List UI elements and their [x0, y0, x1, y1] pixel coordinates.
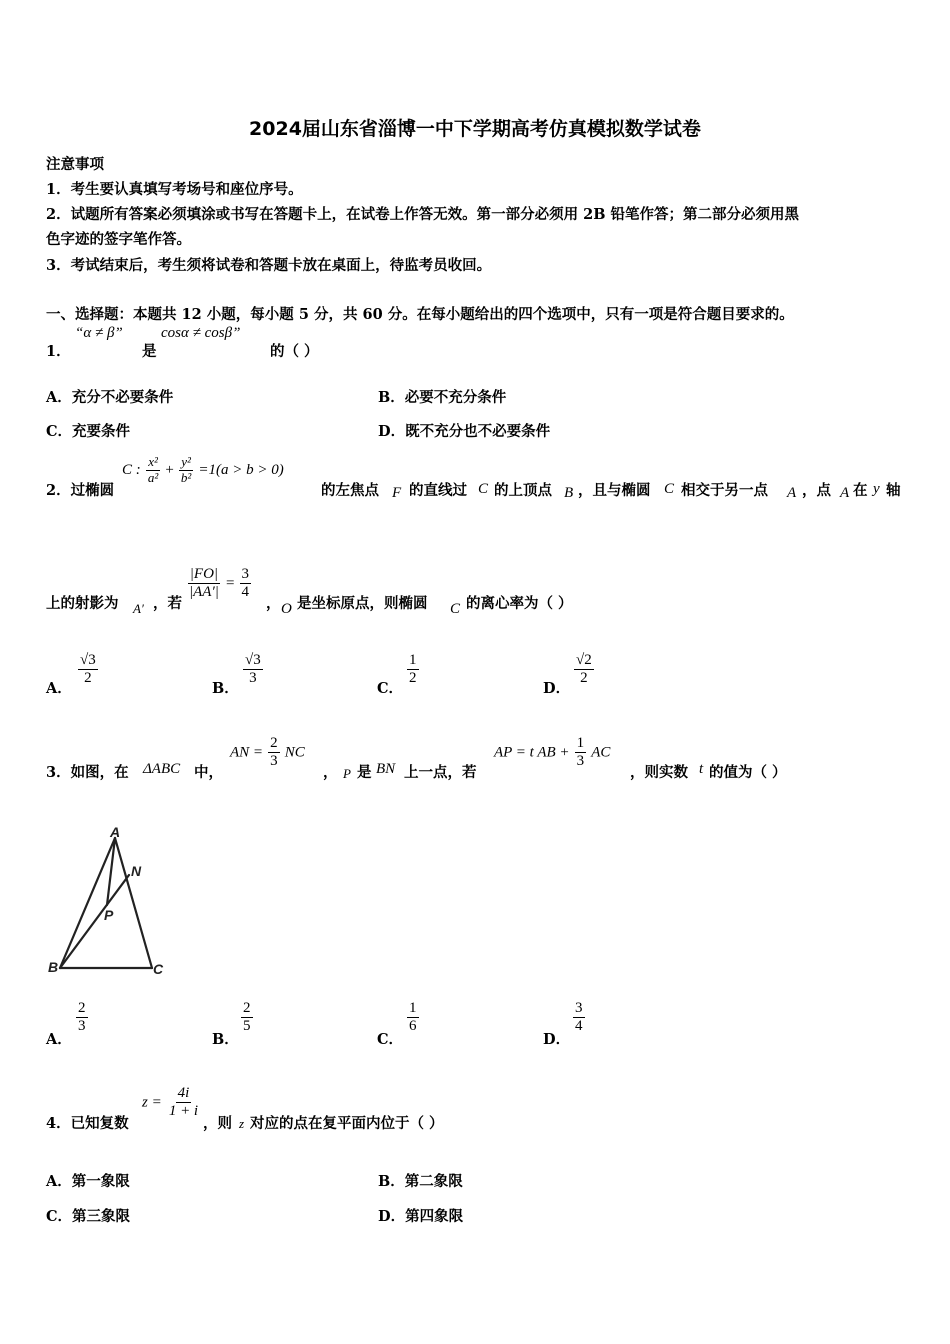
q3-option-a-value[interactable]	[76, 1000, 88, 1036]
q1-number: 1．	[46, 343, 71, 360]
q3-option-b-value[interactable]	[241, 1000, 253, 1036]
q2-option-d-value[interactable]	[574, 652, 594, 688]
q3-ap-eq	[494, 735, 610, 771]
q3-opt-c-den: 6	[409, 1018, 417, 1035]
q2-t4: ，且与椭圆	[578, 482, 651, 499]
q2-fo: |FO|	[188, 566, 220, 584]
q1-option-d[interactable]: D．既不充分也不必要条件	[378, 423, 551, 440]
q2-C3: C	[450, 601, 461, 617]
q2-Aprime: A′	[133, 601, 144, 616]
q3-opt-a-den: 3	[78, 1018, 86, 1035]
q2-x2: x²	[148, 454, 158, 469]
q2-opt-a-den: 2	[84, 670, 92, 687]
q2-opt-c-den: 2	[409, 670, 417, 687]
q2-frac-34	[240, 566, 252, 602]
q2-option-a-label[interactable]: A．	[46, 680, 72, 697]
q3-an: AN =	[230, 744, 264, 761]
q2-r-den: 4	[241, 584, 250, 601]
q3-t3: 上一点，若	[404, 764, 477, 781]
q2-opt-d-den: 2	[580, 670, 588, 687]
notice-item-2-cont: 色字迹的签字笔作答。	[46, 231, 191, 248]
q2-t2: 的直线过	[409, 482, 467, 499]
q3-BN: BN	[376, 761, 396, 777]
q3-opt-d-den: 4	[575, 1018, 583, 1035]
q3-edge-ac	[115, 838, 152, 968]
q2-line2-pre: 上的射影为	[46, 595, 119, 612]
q4-z-eq	[142, 1085, 200, 1121]
notice-item-1: 1．考生要认真填写考场号和座位序号。	[46, 181, 303, 198]
q3-fig-label-c: C	[153, 961, 164, 977]
q2-opt-a-num: √3	[78, 652, 98, 670]
q3-triangle-figure	[40, 820, 180, 985]
q3-comma: ，	[323, 764, 338, 781]
q2-option-b-label[interactable]: B．	[212, 680, 239, 697]
q4-f-den: 1 + i	[168, 1103, 199, 1120]
q2-C2: C	[664, 481, 675, 497]
q3-tvar: t	[699, 761, 704, 777]
q2-C1: C	[478, 481, 489, 497]
q2-frac-fo	[187, 566, 221, 602]
q3-fig-label-n: N	[131, 863, 142, 879]
q3-f1-den: 3	[270, 753, 278, 770]
q3-f2-den: 3	[576, 753, 585, 770]
q3-triangle: ΔABC	[143, 761, 181, 777]
q3-t4: ，则实数	[630, 764, 688, 781]
q2-comma: ，	[266, 595, 281, 612]
q2-y: y	[873, 481, 880, 497]
q4-option-b[interactable]: B．第二象限	[378, 1173, 463, 1190]
q2-t1: 的左焦点	[321, 482, 379, 499]
q2-option-d-label[interactable]: D．	[543, 680, 571, 697]
q2-frac-x	[146, 455, 160, 486]
q2-t7: 在	[853, 482, 868, 499]
q3-option-d-label[interactable]: D．	[543, 1031, 571, 1048]
q4-frac	[167, 1085, 200, 1121]
q2-t10: 的离心率为（ ）	[466, 595, 573, 612]
q2-ellipse-eq	[122, 455, 284, 486]
q1-option-a[interactable]: A．充分不必要条件	[46, 389, 174, 406]
q3-option-c-value[interactable]	[407, 1000, 419, 1036]
q2-aa: |AA′|	[189, 584, 219, 601]
q2-ruo: ，若	[153, 595, 182, 612]
q2-O: O	[281, 601, 292, 617]
q2-option-c-value[interactable]	[407, 652, 419, 688]
q3-option-a-label[interactable]: A．	[46, 1031, 72, 1048]
q2-t5: 相交于另一点	[681, 482, 768, 499]
q4-option-d[interactable]: D．第四象限	[378, 1208, 464, 1225]
q3-opt-d-num: 3	[573, 1000, 585, 1018]
q1-cond1: “α ≠ β”	[75, 325, 123, 341]
q2-eq: =1(a > b > 0)	[198, 461, 284, 478]
q2-option-c-label[interactable]: C．	[377, 680, 404, 697]
q4-z: z	[239, 1116, 245, 1131]
q2-F: F	[392, 485, 402, 501]
q2-opt-b-num: √3	[243, 652, 263, 670]
q2-option-b-value[interactable]	[243, 652, 263, 688]
q2-option-a-value[interactable]	[78, 652, 98, 688]
q2-opt-c-num: 1	[407, 652, 419, 670]
q3-frac1	[268, 735, 280, 771]
q3-fig-label-b: B	[48, 959, 59, 975]
q2-t3: 的上顶点	[494, 482, 552, 499]
q2-t9: 是坐标原点，则椭圆	[297, 595, 428, 612]
q2-B: B	[564, 485, 574, 501]
q4-t1: ，则	[203, 1115, 232, 1132]
q2-opt-d-num: √2	[574, 652, 594, 670]
section-heading: 一、选择题：本题共 12 小题，每小题 5 分，共 60 分。在每小题给出的四个选项中，只有一项是符合题目要求的。	[46, 306, 794, 323]
q2-t6: ，点	[802, 482, 831, 499]
q2-ratio	[187, 566, 251, 602]
q3-ap: AP = t AB +	[494, 744, 570, 761]
q3-option-c-label[interactable]: C．	[377, 1031, 404, 1048]
q2-r-num: 3	[240, 566, 252, 584]
q2-A1: A	[787, 485, 797, 501]
q3-option-d-value[interactable]	[573, 1000, 585, 1036]
q2-eq2: =	[225, 575, 235, 592]
page-title: 2024届山东省淄博一中下学期高考仿真模拟数学试卷	[249, 118, 701, 140]
q3-P: P	[343, 766, 351, 781]
q3-fig-label-p: P	[104, 907, 114, 923]
q3-an-eq	[230, 735, 305, 771]
q3-frac2	[575, 735, 587, 771]
q2-c-label: C :	[122, 461, 141, 478]
q3-opt-b-num: 2	[241, 1000, 253, 1018]
q2-opt-b-den: 3	[249, 670, 257, 687]
q1-cond2: cosα ≠ cosβ”	[161, 325, 241, 341]
q2-b2: b²	[180, 469, 192, 485]
notice-item-2: 2．试题所有答案必须填涂或书写在答题卡上，在试卷上作答无效。第一部分必须用 2B 铅笔作答；第二部分必须用黑	[46, 206, 800, 223]
q1-mid: 是	[142, 343, 157, 360]
q2-frac-y	[179, 455, 193, 486]
q3-f1-num: 2	[268, 735, 280, 753]
q2-number: 2．过椭圆	[46, 482, 115, 499]
q1-tail: 的（ ）	[270, 343, 319, 360]
q2-a2: a²	[147, 469, 159, 485]
q3-ac: AC	[591, 744, 611, 761]
q1-option-b[interactable]: B．必要不充分条件	[378, 389, 507, 406]
q4-z-eq-label: z =	[142, 1094, 162, 1111]
notice-heading: 注意事项	[46, 156, 104, 173]
q1-option-c[interactable]: C．充要条件	[46, 423, 131, 440]
q3-fig-label-a: A	[110, 824, 121, 840]
q2-plus: +	[165, 461, 174, 478]
q4-f-num: 4i	[176, 1085, 192, 1103]
q4-number: 4．已知复数	[46, 1115, 129, 1132]
notice-item-3: 3．考试结束后，考生须将试卷和答题卡放在桌面上，待监考员收回。	[46, 257, 492, 274]
q3-nc: NC	[284, 744, 305, 761]
q3-opt-a-num: 2	[76, 1000, 88, 1018]
q2-t8: 轴	[886, 482, 901, 499]
q3-option-b-label[interactable]: B．	[212, 1031, 239, 1048]
q3-number: 3．如图，在	[46, 764, 129, 781]
q2-y2: y²	[181, 454, 191, 469]
q3-t5: 的值为（ ）	[709, 764, 787, 781]
q4-option-c[interactable]: C．第三象限	[46, 1208, 131, 1225]
q4-option-a[interactable]: A．第一象限	[46, 1173, 130, 1190]
q4-t2: 对应的点在复平面内位于（ ）	[250, 1115, 444, 1132]
q3-t2: 是	[357, 764, 372, 781]
q2-A2: A	[840, 485, 850, 501]
q3-t1: 中，	[194, 764, 223, 781]
q3-f2-num: 1	[575, 735, 587, 753]
q3-opt-c-num: 1	[407, 1000, 419, 1018]
q3-opt-b-den: 5	[243, 1018, 251, 1035]
